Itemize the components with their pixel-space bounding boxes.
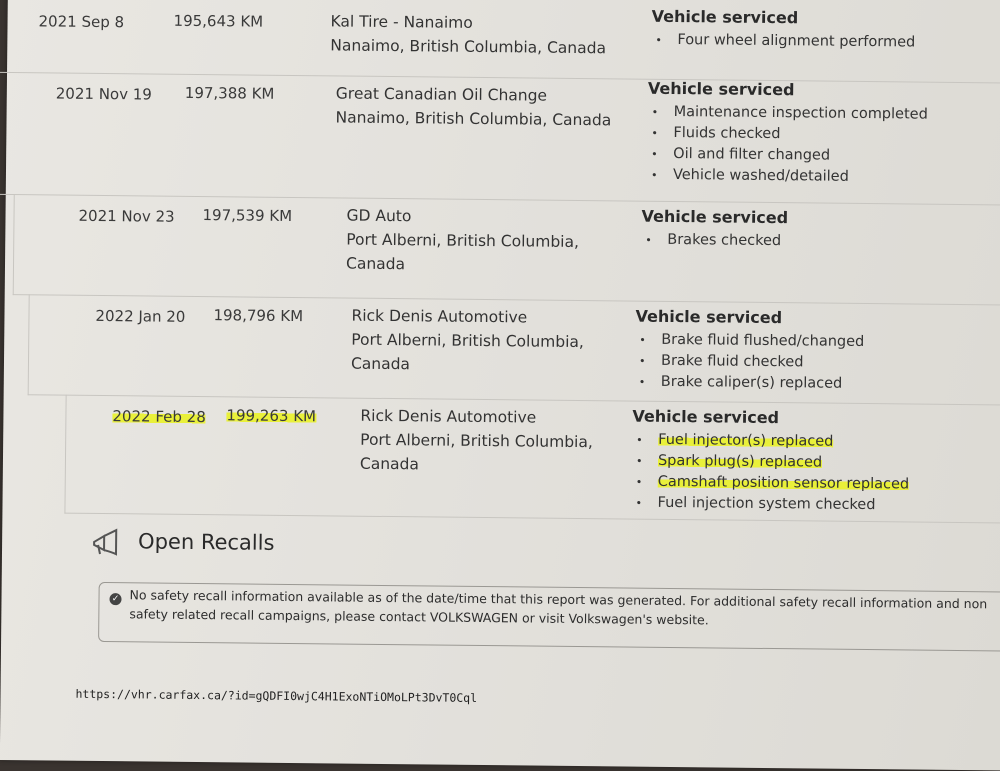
report-url[interactable]: https://vhr.carfax.ca/?id=gQDFI0wjC4H1ExoNTiOMoLPt3DvT0Cql <box>75 686 478 705</box>
service-provider-name: Rick Denis Automotive <box>360 406 537 427</box>
record-odometer: 198,796 KM <box>213 306 304 326</box>
service-record-row <box>13 194 1000 306</box>
service-item <box>632 451 910 475</box>
service-title: Vehicle serviced <box>635 306 783 328</box>
service-item-text: Oil and filter changed <box>673 145 831 164</box>
service-item <box>647 123 927 147</box>
recalls-title: Open Recalls <box>138 529 275 555</box>
record-date: 2021 Nov 23 <box>78 206 175 226</box>
service-item-text: Fuel injector(s) replaced <box>658 431 834 450</box>
service-item-list <box>641 230 788 253</box>
service-provider-name: Kal Tire - Nanaimo <box>330 12 473 32</box>
service-item <box>631 493 909 517</box>
service-item-text: Brakes checked <box>667 231 782 250</box>
service-provider-name: Great Canadian Oil Change <box>335 84 548 105</box>
record-date: 2022 Feb 28 <box>112 407 206 427</box>
record-date: 2021 Sep 8 <box>38 12 125 32</box>
service-item-list <box>631 430 909 517</box>
provider-address-line: Port Alberni, British Columbia, <box>351 330 584 352</box>
service-record-row <box>64 395 1000 524</box>
record-odometer: 199,263 KM <box>226 406 317 426</box>
check-circle-icon: ✓ <box>109 593 121 605</box>
record-location <box>346 204 579 278</box>
service-item-text: Camshaft position sensor replaced <box>657 473 910 493</box>
service-item <box>635 351 864 374</box>
service-title: Vehicle serviced <box>651 6 799 28</box>
service-item <box>632 472 910 496</box>
provider-address-line: Nanaimo, British Columbia, Canada <box>330 36 607 58</box>
service-item-text: Vehicle washed/detailed <box>672 166 849 185</box>
service-item <box>647 165 927 189</box>
service-item-list <box>651 30 915 54</box>
service-item-text: Brake fluid checked <box>660 352 804 371</box>
service-item-text: Spark plug(s) replaced <box>657 452 823 471</box>
record-date: 2022 Jan 20 <box>95 306 186 326</box>
service-title: Vehicle serviced <box>647 78 795 100</box>
service-item <box>647 144 927 168</box>
service-item <box>651 30 915 54</box>
service-title: Vehicle serviced <box>641 206 789 228</box>
notice-line-1: No safety recall information available as of the date/time that this report was generated. For additional safety recall information and non <box>129 587 988 612</box>
provider-address-line: Canada <box>345 254 406 274</box>
record-location <box>335 81 611 132</box>
record-date: 2021 Nov 19 <box>55 84 152 104</box>
service-item-text: Brake fluid flushed/changed <box>661 331 865 350</box>
service-details <box>635 307 865 395</box>
service-item-list <box>635 330 865 395</box>
service-title: Vehicle serviced <box>632 406 780 428</box>
record-location <box>330 9 606 60</box>
notice-line-2: safety related recall campaigns, please contact VOLKSWAGEN or visit Volkswagen's website. <box>129 606 709 628</box>
service-details <box>647 79 928 189</box>
service-item <box>648 102 928 126</box>
service-record-row <box>28 294 1000 405</box>
service-item-text: Maintenance inspection completed <box>673 103 928 123</box>
service-provider-name: Rick Denis Automotive <box>351 306 528 327</box>
provider-address-line: Nanaimo, British Columbia, Canada <box>335 108 612 130</box>
provider-address-line: Port Alberni, British Columbia, <box>346 230 580 251</box>
service-item-list <box>647 102 928 189</box>
service-item <box>632 430 910 454</box>
record-odometer: 197,539 KM <box>202 206 293 225</box>
service-record-row <box>0 72 1000 206</box>
megaphone-icon <box>90 526 124 556</box>
service-record-row <box>0 0 1000 84</box>
recalls-header <box>90 526 275 558</box>
service-details <box>641 207 788 253</box>
service-item <box>635 330 864 353</box>
service-details <box>631 407 910 517</box>
provider-address-line: Canada <box>359 454 420 474</box>
service-item <box>641 230 788 253</box>
service-item-text: Brake caliper(s) replaced <box>660 373 843 392</box>
provider-address-line: Canada <box>350 354 411 374</box>
record-location <box>351 304 584 378</box>
recall-notice <box>98 582 1000 652</box>
record-odometer: 195,643 KM <box>173 11 264 31</box>
service-item <box>635 372 864 395</box>
provider-address-line: Port Alberni, British Columbia, <box>360 430 593 452</box>
service-details <box>651 7 915 54</box>
service-item-text: Fluids checked <box>673 124 781 143</box>
service-provider-name: GD Auto <box>346 206 412 226</box>
service-item-text: Four wheel alignment performed <box>677 32 916 51</box>
record-location <box>360 404 593 478</box>
service-item-text: Fuel injection system checked <box>657 494 876 514</box>
record-odometer: 197,388 KM <box>184 83 275 103</box>
